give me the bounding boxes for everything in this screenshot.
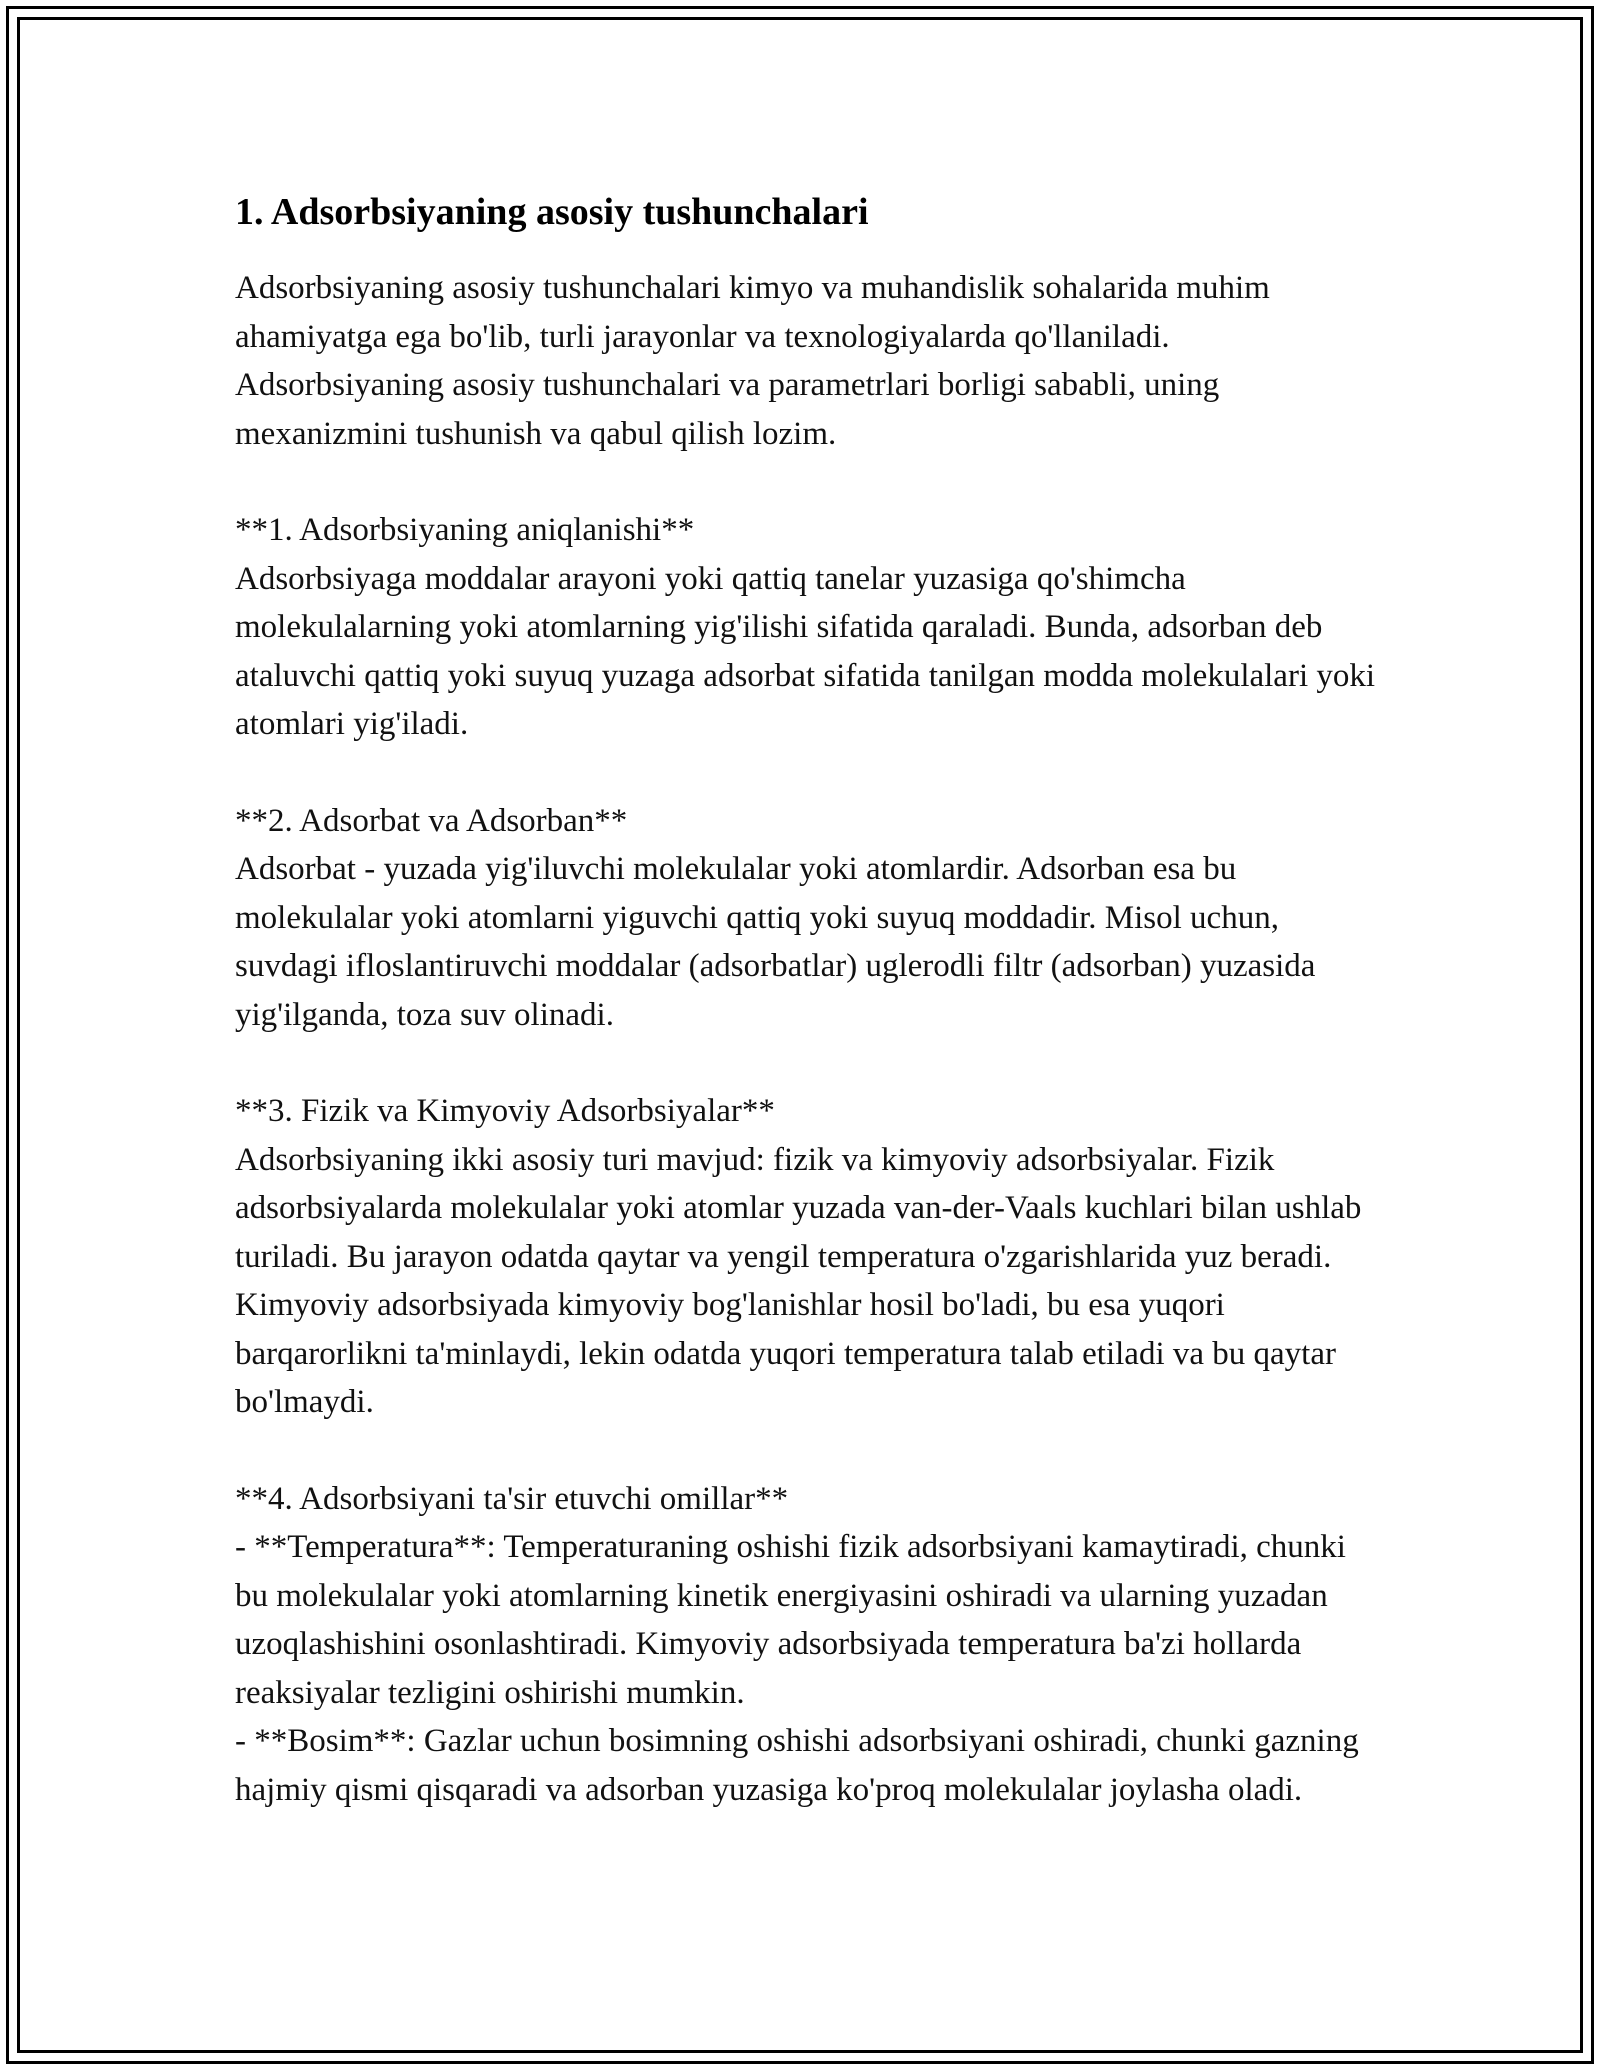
paragraph-spacer	[235, 749, 1385, 797]
subsection-body-1: Adsorbsiyaga moddalar arayoni yoki qattiq tanelar yuzasiga qo'shimcha molekulalarning yoki atomlarning yig'ilishi sifatida qaraladi. Bunda, adsorban deb ataluvchi qattiq yoki suyuq yuzaga adsorbat sifatida tanilgan modda molekulalari yoki atomlari yig'iladi.	[235, 560, 1376, 742]
subsection-title-2: **2. Adsorbat va Adsorban**	[235, 802, 628, 839]
paragraph-spacer	[235, 1039, 1385, 1087]
subsection-title-4: **4. Adsorbsiyani ta'sir etuvchi omillar**	[235, 1480, 789, 1517]
paragraph-spacer	[235, 458, 1385, 506]
list-item-bosim: - **Bosim**: Gazlar uchun bosimning oshishi adsorbsiyani oshiradi, chunki gazning hajmiy qismi qisqaradi va adsorban yuzasiga ko'proq molekulalar joylasha oladi.	[235, 1723, 1359, 1808]
document-body	[235, 186, 1385, 1814]
paragraph-spacer	[235, 1427, 1385, 1475]
list-item-temperatura: - **Temperatura**: Temperaturaning oshishi fizik adsorbsiyani kamaytiradi, chunki bu molekulalar yoki atomlarning kinetik energiyasini oshiradi va ularning yuzadan uzoqlashishini osonlashtiradi. Kimyoviy adsorbsiyada temperatura ba'zi hollarda reaksiyalar tezligini oshirishi mumkin.	[235, 1529, 1346, 1711]
subsection-title-3: **3. Fizik va Kimyoviy Adsorbsiyalar**	[235, 1093, 775, 1129]
subsection-body-2: Adsorbat - yuzada yig'iluvchi molekulalar yoki atomlardir. Adsorban esa bu molekulalar yoki atomlarni yiguvchi qattiq yoki suyuq moddadir. Misol uchun, suvdagi ifloslantiruvchi moddalar (adsorbatlar) uglerodli filtr (adsorban) yuzasida yig'ilganda, toza suv olinadi.	[235, 851, 1316, 1033]
section-heading: 1. Adsorbsiyaning asosiy tushunchalari	[235, 191, 869, 233]
subsection-body-3: Adsorbsiyaning ikki asosiy turi mavjud: fizik va kimyoviy adsorbsiyalar. Fizik adsorbsiyalarda molekulalar yoki atomlar yuzada van-der-Vaals kuchlari bilan ushlab turiladi. Bu jarayon odatda qaytar va yengil temperatura o'zgarishlarida yuz beradi. Kimyoviy adsorbsiyada kimyoviy bog'lanishlar hosil bo'ladi, bu esa yuqori barqarorlikni ta'minlaydi, lekin odatda yuqori temperatura talab etiladi va bu qaytar bo'lmaydi.	[235, 1141, 1362, 1420]
intro-paragraph: Adsorbsiyaning asosiy tushunchalari kimyo va muhandislik sohalarida muhim ahamiyatga ega bo'lib, turli jarayonlar va texnologiyalarda qo'llaniladi. Adsorbsiyaning asosiy tushunchalari va parametrlari borligi sababli, uning mexanizmini tushunish va qabul qilish lozim.	[235, 270, 1270, 452]
subsection-title-1: **1. Adsorbsiyaning aniqlanishi**	[235, 512, 695, 548]
